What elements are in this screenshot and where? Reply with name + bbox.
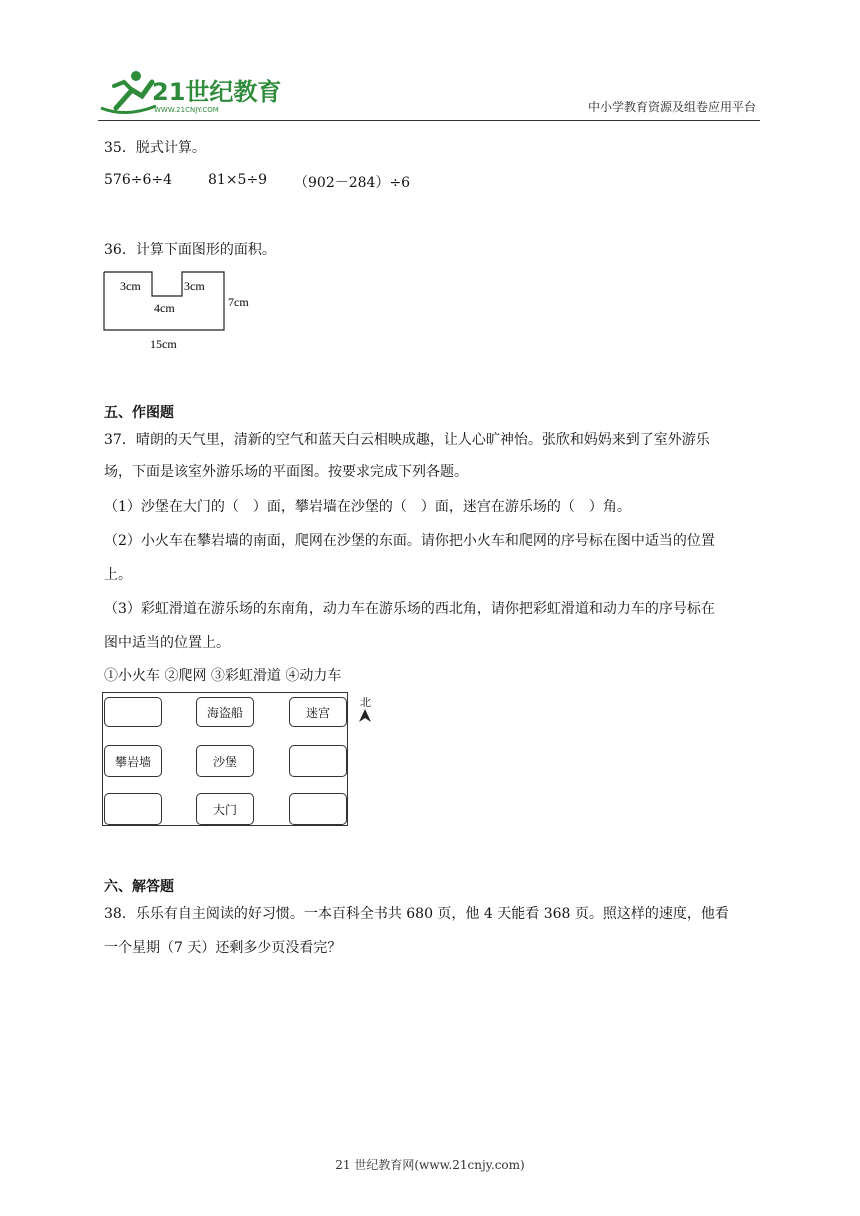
map-sand-castle-label: 沙堡: [212, 754, 237, 769]
section-6-title: 六、解答题: [104, 879, 174, 895]
q36-label-bottom: 15cm: [150, 337, 177, 351]
q36-label-right-top: 3cm: [184, 279, 205, 293]
q35-title: 35．脱式计算。: [104, 140, 206, 156]
logo-subtext: WWW.21CNJY.COM: [154, 106, 219, 114]
map-pirate-ship-label: 海盗船: [206, 705, 243, 720]
q35-expr-3: （902－284）÷6: [294, 175, 411, 191]
logo-text: 21世纪教育: [152, 78, 282, 106]
map-climbing-wall-label: 攀岩墙: [114, 754, 151, 769]
map-gate-label: 大门: [212, 802, 237, 817]
q36-label-height: 7cm: [228, 295, 249, 309]
logo: [96, 68, 282, 116]
q36-label-notch: 4cm: [154, 301, 175, 315]
q37-options: ①小火车 ②爬网 ③彩虹滑道 ④动力车: [104, 668, 342, 684]
q35-expr-1: 576÷6÷4: [104, 172, 172, 188]
footer-text: 21 世纪教育网(www.21cnjy.com): [335, 1158, 525, 1172]
header-divider: [98, 120, 760, 121]
map-sand-castle: [196, 745, 254, 777]
map-gate: [196, 793, 254, 825]
north-arrow-icon: [358, 708, 374, 724]
q36-figure: [100, 268, 270, 358]
map-pirate-ship: [196, 697, 254, 727]
q38-line-1: 38．乐乐有自主阅读的好习惯。一本百科全书共 680 页，他 4 天能看 368 页。照这样的速度，他看: [104, 906, 729, 922]
header-platform-text: 中小学教育资源及组卷应用平台: [587, 100, 756, 114]
q37-line-2: 场，下面是该室外游乐场的平面图。按要求完成下列各题。: [104, 464, 468, 480]
q35-expr-2: 81×5÷9: [208, 172, 268, 188]
map-empty-east[interactable]: [289, 745, 347, 777]
map-maze: [289, 697, 347, 727]
map-empty-northwest[interactable]: [104, 697, 162, 727]
q38-line-2: 一个星期（7 天）还剩多少页没看完？: [104, 940, 342, 956]
q37-line-1: 37．晴朗的天气里，清新的空气和蓝天白云相映成趣，让人心旷神怡。张欣和妈妈来到了室外游乐: [104, 432, 710, 448]
q37-part-2b: 上。: [104, 567, 132, 583]
map-empty-southwest[interactable]: [104, 793, 162, 825]
runner-logo-icon: [101, 71, 156, 113]
map-maze-label: 迷宫: [305, 705, 330, 720]
q37-part-2a: （2）小火车在攀岩墙的南面，爬网在沙堡的东面。请你把小火车和爬网的序号标在图中适当的位置: [104, 533, 715, 549]
map-empty-southeast[interactable]: [289, 793, 347, 825]
q37-part-3a: （3）彩虹滑道在游乐场的东南角，动力车在游乐场的西北角，请你把彩虹滑道和动力车的序号标在: [104, 601, 715, 617]
map-climbing-wall: [104, 745, 162, 777]
north-label: 北: [360, 696, 371, 709]
q37-part-3b: 图中适当的位置上。: [104, 635, 230, 651]
q36-label-left-top: 3cm: [120, 279, 141, 293]
q37-part-1: （1）沙堡在大门的（ ）面，攀岩墙在沙堡的（ ）面，迷宫在游乐场的（ ）角。: [104, 499, 631, 515]
section-5-title: 五、作图题: [104, 405, 174, 421]
park-map: [102, 692, 348, 826]
q36-title: 36．计算下面图形的面积。: [104, 242, 276, 258]
